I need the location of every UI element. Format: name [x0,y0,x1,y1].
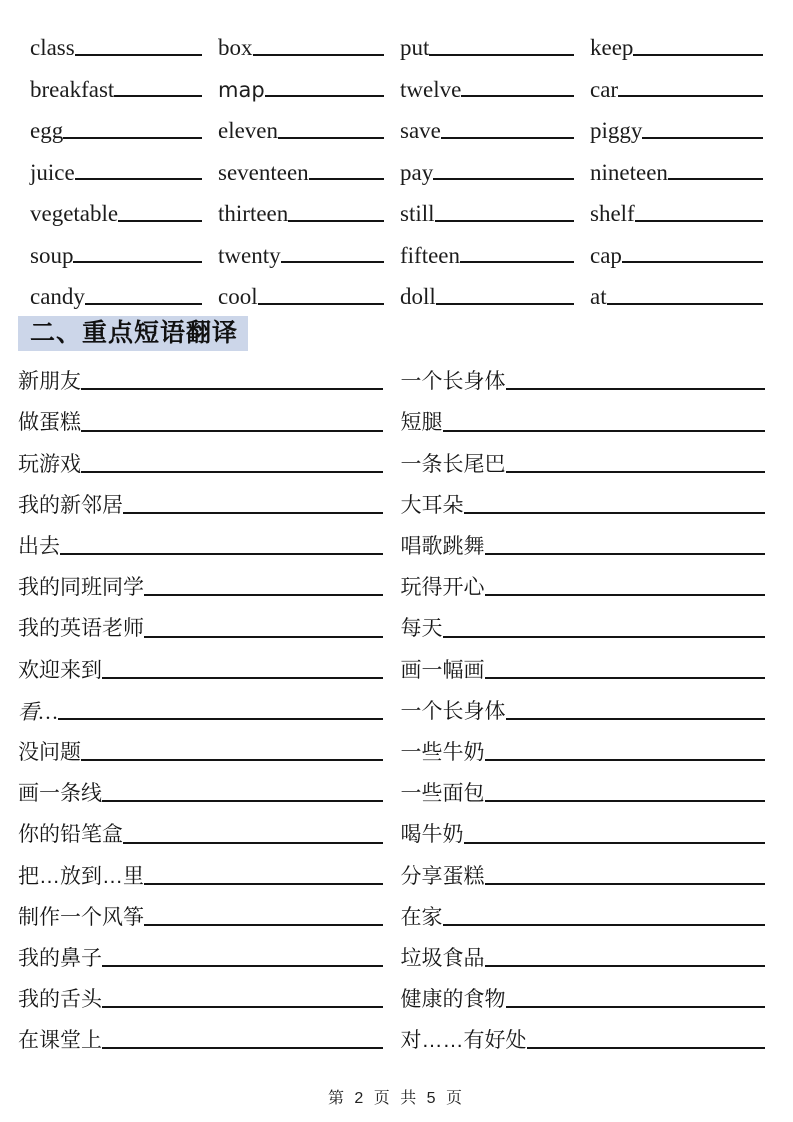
phrase-cell-left [18,806,383,847]
phrase-label: 把…放到…里 [18,864,144,888]
vocab-cell [400,102,590,144]
vocab-word: nineteen [590,159,668,185]
phrase-label: 一些牛奶 [400,740,485,764]
vocab-word: cap [590,242,622,268]
vocab-cell [218,227,400,269]
vocab-cell [30,268,218,310]
vocab-word: breakfast [30,76,115,102]
phrase-label: 画一条线 [18,782,102,806]
blank-line [464,842,766,844]
vocab-word: car [590,76,619,102]
phrase-label: 一些面包 [400,782,485,806]
phrase-label: 分享蛋糕 [400,864,485,888]
vocab-translation-grid [30,19,765,310]
phrase-label: 没问题 [18,740,81,764]
vocab-cell [30,144,218,186]
blank-line [443,924,766,926]
phrase-cell-left [18,930,383,971]
vocab-cell [218,19,400,61]
blank-line [118,220,202,222]
phrase-cell-right [401,518,766,559]
phrase-cell-right [401,600,766,641]
blank-line [607,303,763,305]
blank-line [443,430,766,432]
blank-line [265,95,384,97]
phrase-label: 大耳朵 [400,493,464,517]
blank-line [114,95,202,97]
vocab-cell [400,268,590,310]
phrase-label: 对……有好处 [400,1029,527,1053]
phrase-label: 你的铅笔盒 [18,823,123,847]
blank-line [635,220,763,222]
phrase-cell-right [401,353,766,394]
blank-line [81,430,383,432]
blank-line [433,178,574,180]
vocab-word: keep [590,35,634,61]
vocab-cell [30,227,218,269]
blank-line [253,54,385,56]
blank-line [288,220,384,222]
blank-line [102,677,383,679]
vocab-cell [400,185,590,227]
phrase-label: 在家 [400,905,443,929]
phrase-cell-left [18,559,383,600]
phrase-label: 做蛋糕 [18,411,81,435]
blank-line [144,636,383,638]
blank-line [485,965,766,967]
phrase-label: 我的新邻居 [18,493,123,517]
vocab-cell [400,227,590,269]
blank-line [485,594,766,596]
blank-line [102,1006,383,1008]
vocab-cell [590,144,765,186]
blank-line [642,137,763,139]
blank-line [281,261,384,263]
phrase-cell-left [18,765,383,806]
blank-line [460,261,574,263]
vocab-cell [590,185,765,227]
blank-line [123,842,383,844]
vocab-word: box [218,35,253,61]
vocab-word: piggy [590,118,643,144]
blank-line [144,594,383,596]
phrase-cell-right [401,765,766,806]
vocab-word: fifteen [400,242,461,268]
phrase-label: 新朋友 [18,370,81,394]
vocab-word: class [30,35,75,61]
blank-line [633,54,763,56]
phrase-label: 玩游戏 [18,452,81,476]
phrase-cell-right [401,394,766,435]
vocab-word: soup [30,242,74,268]
blank-line [435,220,574,222]
blank-line [485,759,766,761]
phrase-label: 我的英语老师 [18,617,144,641]
vocab-word: shelf [590,201,635,227]
vocab-word: pay [400,159,434,185]
phrase-cell-right [401,724,766,765]
vocab-cell [30,19,218,61]
phrase-cell-right [401,436,766,477]
vocab-word: put [400,35,430,61]
blank-line [618,95,763,97]
phrase-label: 制作一个风筝 [18,905,144,929]
vocab-word: at [590,284,607,310]
blank-line [102,800,383,802]
vocab-word: thirteen [218,201,289,227]
phrase-label: 每天 [400,617,443,641]
blank-line [443,636,766,638]
blank-line [81,471,383,473]
blank-line [75,178,202,180]
blank-line [485,553,766,555]
phrase-cell-right [401,848,766,889]
vocab-word: candy [30,284,85,310]
section-title: 二、重点短语翻译 [18,316,248,352]
blank-line [60,553,383,555]
vocab-word: egg [30,118,64,144]
vocab-cell [218,144,400,186]
phrase-cell-left [18,477,383,518]
phrase-label: 我的鼻子 [18,946,102,970]
vocab-word: juice [30,159,75,185]
vocab-word: still [400,201,435,227]
phrase-label: 出去 [18,535,60,559]
vocab-cell [400,61,590,103]
blank-line [81,388,383,390]
phrase-cell-left [18,600,383,641]
phrase-cell-left [18,683,383,724]
vocab-word: seventeen [218,159,309,185]
blank-line [461,95,574,97]
blank-line [85,303,202,305]
vocab-cell [590,268,765,310]
phrase-label: 短腿 [400,411,443,435]
phrase-cell-left [18,724,383,765]
phrase-cell-left [18,394,383,435]
blank-line [668,178,763,180]
blank-line [144,924,383,926]
phrase-cell-left [18,1012,383,1053]
phrase-cell-right [401,806,766,847]
blank-line [485,677,766,679]
vocab-word: vegetable [30,201,119,227]
phrase-cell-left [18,436,383,477]
vocab-word: save [400,118,441,144]
blank-line [102,1047,383,1049]
phrase-label: 欢迎来到 [18,658,102,682]
blank-line [73,261,202,263]
phrase-cell-left [18,971,383,1012]
blank-line [63,137,202,139]
vocab-cell [30,185,218,227]
vocab-cell [590,227,765,269]
blank-line [485,800,766,802]
phrase-label: 喝牛奶 [400,823,464,847]
vocab-word: eleven [218,118,279,144]
phrase-label: 唱歌跳舞 [400,535,485,559]
blank-line [485,883,766,885]
phrase-label: 一个长身体 [400,699,506,723]
phrase-cell-right [401,683,766,724]
phrase-cell-right [401,889,766,930]
blank-line [527,1047,766,1049]
blank-line [102,965,383,967]
vocab-cell [30,102,218,144]
vocab-word: doll [400,284,436,310]
phrase-cell-right [401,477,766,518]
section-header [18,316,765,352]
phrase-cell-left [18,889,383,930]
blank-line [81,759,383,761]
blank-line [506,718,766,720]
blank-line [506,1006,766,1008]
phrase-cell-left [18,518,383,559]
vocab-word: twelve [400,76,462,102]
blank-line [309,178,384,180]
phrase-label: 玩得开心 [400,576,485,600]
phrase-cell-left [18,848,383,889]
phrase-cell-right [401,930,766,971]
blank-line [278,137,384,139]
blank-line [258,303,384,305]
vocab-word: twenty [218,242,281,268]
vocab-cell [400,144,590,186]
blank-line [441,137,574,139]
phrase-label: 我的舌头 [18,988,102,1012]
phrase-label: 画一幅画 [400,658,485,682]
blank-line [622,261,763,263]
phrase-cell-left [18,353,383,394]
phrase-label: 我的同班同学 [18,576,144,600]
phrase-cell-right [401,971,766,1012]
phrase-translation-grid [18,353,765,1053]
vocab-cell [400,19,590,61]
blank-line [429,54,574,56]
page-number: 第 2 页 共 5 页 [327,1090,466,1107]
vocab-cell [590,102,765,144]
vocab-cell [218,185,400,227]
blank-line [436,303,574,305]
blank-line [75,54,202,56]
vocab-word: map [218,77,265,102]
phrase-cell-left [18,642,383,683]
blank-line [464,512,766,514]
vocab-cell [590,19,765,61]
vocab-word: cool [218,284,258,310]
vocab-cell [218,268,400,310]
phrase-label: 一个长身体 [400,370,506,394]
vocab-cell [218,102,400,144]
phrase-cell-right [401,642,766,683]
phrase-label: 看… [18,699,58,724]
phrase-cell-right [401,1012,766,1053]
blank-line [506,388,766,390]
phrase-label: 在课堂上 [18,1029,102,1053]
vocab-cell [30,61,218,103]
blank-line [144,883,383,885]
blank-line [123,512,383,514]
blank-line [506,471,766,473]
phrase-label: 垃圾食品 [400,946,485,970]
phrase-label: 一条长尾巴 [400,452,506,476]
vocab-cell [218,61,400,103]
phrase-label: 健康的食物 [400,988,506,1012]
vocab-cell [590,61,765,103]
blank-line [58,718,383,720]
phrase-cell-right [401,559,766,600]
